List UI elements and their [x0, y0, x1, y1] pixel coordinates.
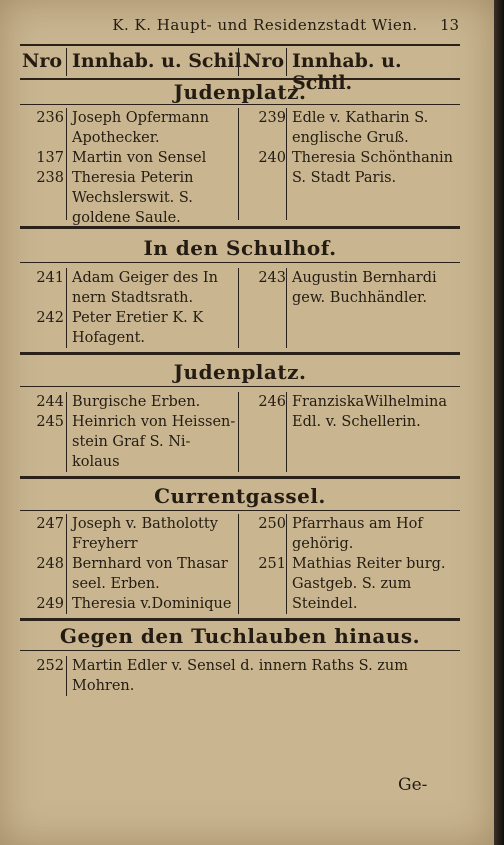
entry-line: Edle v. Katharin S. [292, 110, 429, 126]
house-number: 241 [36, 270, 64, 286]
section-rule [20, 386, 460, 387]
section-block [20, 392, 460, 472]
entry-line: FranziskaWilhelmina [292, 394, 447, 410]
house-number: 243 [258, 270, 286, 286]
col-owner-right: Innhab. u. Schil. [292, 50, 402, 94]
entry-line: stein Graf S. Ni- [72, 434, 191, 450]
section-rule [20, 262, 460, 263]
entry-line: gew. Buchhändler. [292, 290, 427, 306]
column-divider [238, 514, 239, 614]
column-divider [66, 656, 67, 696]
column-divider [238, 108, 239, 220]
house-number: 239 [258, 110, 286, 126]
entry-line: Gastgeb. S. zum [292, 576, 412, 592]
section-block [20, 656, 460, 696]
house-number: 247 [36, 516, 64, 532]
house-number: 245 [36, 414, 64, 430]
entry-line: Mathias Reiter burg. [292, 556, 446, 572]
entry-line: Peter Eretier K. K [72, 310, 204, 326]
column-divider [286, 514, 287, 614]
house-number: 242 [36, 310, 64, 326]
column-divider [286, 392, 287, 472]
entry-line: Freyherr [72, 536, 138, 552]
column-divider [286, 108, 287, 220]
entry-line: Joseph v. Batholotty [72, 516, 218, 532]
column-divider [238, 48, 239, 76]
entry-line: Mohren. [72, 678, 135, 694]
entry-line: kolaus [72, 454, 120, 470]
section-block [20, 514, 460, 614]
running-title: K. K. Haupt- und Residenzstadt Wien. [112, 16, 418, 34]
house-number: 246 [258, 394, 286, 410]
entry-line: Bernhard von Thasar [72, 556, 228, 572]
column-divider [286, 268, 287, 348]
entry-line: gehörig. [292, 536, 354, 552]
column-divider [66, 514, 67, 614]
section-rule [20, 650, 460, 651]
entry-line: Pfarrhaus am Hof [292, 516, 423, 532]
entry-line: Edl. v. Schellerin. [292, 414, 421, 430]
section-title: Judenplatz. [173, 80, 307, 104]
entry-line: Wechslerswit. S. [72, 190, 193, 206]
house-number: 236 [36, 110, 64, 126]
entry-line: goldene Saule. [72, 210, 181, 226]
section-rule [20, 226, 460, 229]
house-number: 248 [36, 556, 64, 572]
entry-line: Theresia Peterin [72, 170, 194, 186]
entry-line: Theresia Schönthanin [292, 150, 454, 166]
house-number: 252 [36, 658, 64, 674]
section-title: Judenplatz. [173, 360, 307, 384]
section-rule [20, 352, 460, 355]
entry-line: Apothecker. [72, 130, 160, 146]
house-number: 251 [258, 556, 286, 572]
book-edge [494, 0, 504, 845]
section-title: Currentgassel. [154, 484, 326, 508]
column-divider [238, 268, 239, 348]
house-number: 240 [258, 150, 286, 166]
house-number: 249 [36, 596, 64, 612]
entry-line: seel. Erben. [72, 576, 160, 592]
house-number: 244 [36, 394, 64, 410]
entry-line: Augustin Bernhardi [292, 270, 437, 286]
entry-line: Theresia v.Dominique [72, 596, 232, 612]
col-owner-left: Innhab. u. Schil. [72, 50, 249, 72]
entry-line: englische Gruß. [292, 130, 409, 146]
entry-line: Martin Edler v. Sensel d. innern Raths S. zum [72, 658, 409, 674]
entry-line: S. Stadt Paris. [292, 170, 397, 186]
column-divider [66, 392, 67, 472]
entry-line: Joseph Opfermann [72, 110, 209, 126]
section-title: Gegen den Tuchlauben hinaus. [59, 624, 421, 648]
section-rule [20, 510, 460, 511]
column-divider [66, 108, 67, 220]
col-nro-right: Nro [244, 50, 285, 72]
house-number: 238 [36, 170, 64, 186]
section-block [20, 108, 460, 226]
entry-line: Heinrich von Heissen- [72, 414, 236, 430]
catchword: Ge- [398, 775, 428, 795]
column-divider [286, 48, 287, 76]
entry-line: Martin von Sensel [72, 150, 207, 166]
entry-line: nern Stadtsrath. [72, 290, 194, 306]
section-block [20, 268, 460, 348]
section-rule [20, 618, 460, 621]
section-rule [20, 476, 460, 479]
entry-line: Adam Geiger des In [72, 270, 218, 286]
house-number: 250 [258, 516, 286, 532]
col-nro-left: Nro [22, 50, 63, 72]
house-number: 137 [36, 150, 64, 166]
column-divider [66, 268, 67, 348]
entry-line: Burgische Erben. [72, 394, 201, 410]
section-rule [20, 104, 460, 105]
page-number: 13 [440, 16, 460, 34]
column-divider [238, 392, 239, 472]
entry-line: Hofagent. [72, 330, 146, 346]
entry-line: Steindel. [292, 596, 358, 612]
section-title: In den Schulhof. [143, 236, 337, 260]
column-divider [66, 48, 67, 76]
